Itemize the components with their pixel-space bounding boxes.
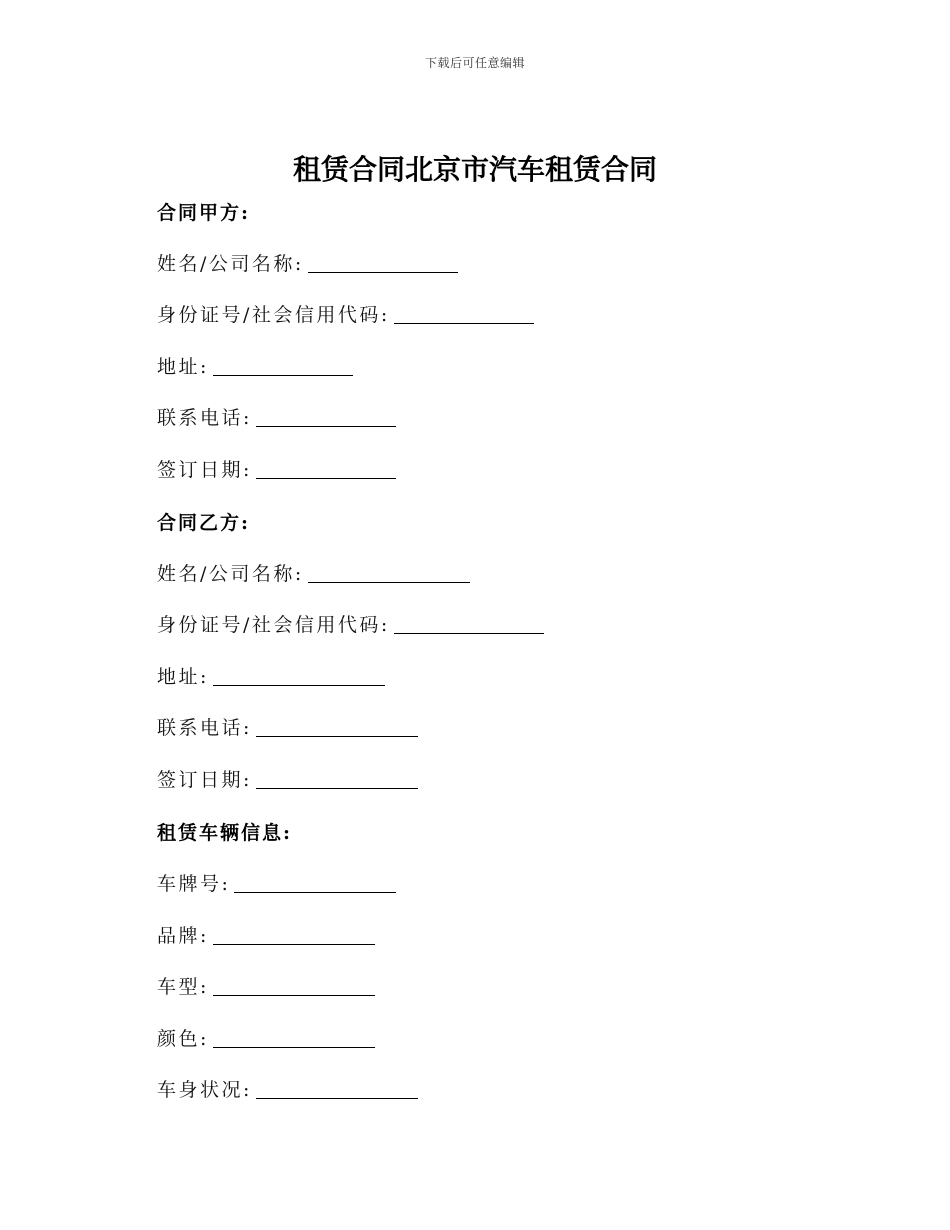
- party-a-address-field: [157, 351, 353, 379]
- party-a-phone-blank[interactable]: [256, 406, 396, 427]
- vehicle-color-blank[interactable]: [213, 1027, 375, 1048]
- party-b-address-blank[interactable]: [213, 665, 385, 686]
- vehicle-brand-label: 品牌:: [157, 925, 209, 947]
- vehicle-condition-blank[interactable]: [256, 1078, 418, 1099]
- party-a-address-label: 地址:: [157, 356, 209, 378]
- party-a-name-field: [157, 248, 458, 276]
- party-a-date-blank[interactable]: [256, 458, 396, 479]
- party-b-id-blank[interactable]: [394, 613, 544, 634]
- party-b-id-field: [157, 609, 544, 637]
- party-a-id-label: 身份证号/社会信用代码:: [157, 304, 390, 326]
- party-a-phone-field: [157, 402, 396, 430]
- party-b-phone-label: 联系电话:: [157, 717, 252, 739]
- vehicle-color-label: 颜色:: [157, 1028, 209, 1050]
- party-b-date-field: [157, 764, 418, 792]
- vehicle-info-heading: 租赁车辆信息:: [157, 822, 293, 844]
- vehicle-model-label: 车型:: [157, 976, 209, 998]
- party-a-id-blank[interactable]: [394, 303, 534, 324]
- party-b-name-label: 姓名/公司名称:: [157, 563, 304, 585]
- party-a-address-blank[interactable]: [213, 355, 353, 376]
- party-a-date-field: [157, 454, 396, 482]
- party-b-name-blank[interactable]: [308, 562, 470, 583]
- vehicle-plate-label: 车牌号:: [157, 873, 231, 895]
- vehicle-condition-label: 车身状况:: [157, 1079, 252, 1101]
- vehicle-condition-field: [157, 1074, 418, 1102]
- vehicle-model-blank[interactable]: [213, 975, 375, 996]
- party-a-phone-label: 联系电话:: [157, 407, 252, 429]
- party-b-date-label: 签订日期:: [157, 769, 252, 791]
- party-b-phone-field: [157, 712, 418, 740]
- party-b-date-blank[interactable]: [256, 768, 418, 789]
- vehicle-plate-blank[interactable]: [234, 872, 396, 893]
- vehicle-brand-blank[interactable]: [213, 924, 375, 945]
- party-b-heading: 合同乙方:: [157, 512, 251, 534]
- party-a-date-label: 签订日期:: [157, 459, 252, 481]
- page-header-note: 下载后可任意编辑: [424, 56, 525, 70]
- document-title: 租赁合同北京市汽车租赁合同: [292, 153, 657, 186]
- party-a-id-field: [157, 299, 534, 327]
- party-a-name-blank[interactable]: [308, 252, 458, 273]
- party-b-address-label: 地址:: [157, 666, 209, 688]
- vehicle-model-field: [157, 971, 375, 999]
- party-a-heading: 合同甲方:: [157, 202, 251, 224]
- vehicle-plate-field: [157, 868, 396, 896]
- party-b-address-field: [157, 661, 385, 689]
- party-b-phone-blank[interactable]: [256, 716, 418, 737]
- vehicle-brand-field: [157, 920, 375, 948]
- vehicle-color-field: [157, 1023, 375, 1051]
- party-a-name-label: 姓名/公司名称:: [157, 253, 304, 275]
- party-b-id-label: 身份证号/社会信用代码:: [157, 614, 390, 636]
- party-b-name-field: [157, 558, 470, 586]
